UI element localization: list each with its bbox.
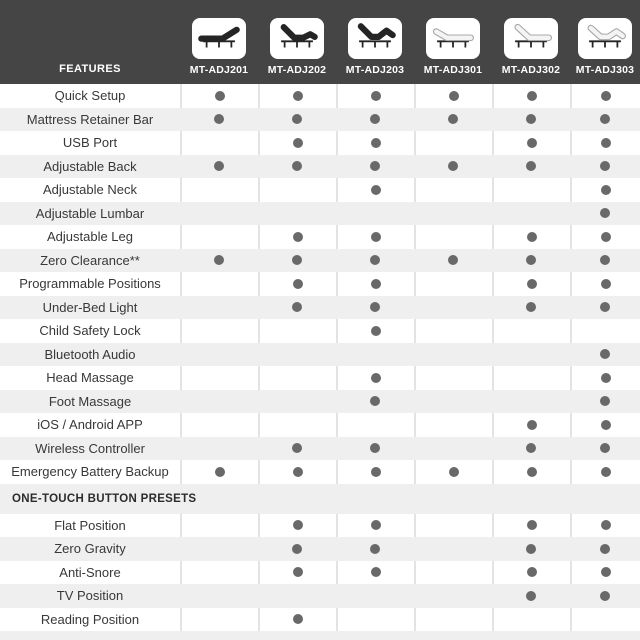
included-dot-icon <box>371 232 381 242</box>
feature-value-cell <box>414 537 492 561</box>
feature-name-cell: Programmable Positions <box>19 276 161 292</box>
chart-header <box>0 0 640 84</box>
table-row <box>0 584 640 608</box>
feature-value-cell <box>492 296 570 320</box>
feature-name-cell: Under-Bed Light <box>42 299 138 315</box>
feature-value-cell <box>258 108 336 132</box>
model-image-tile <box>426 18 480 59</box>
included-dot-icon <box>214 114 224 124</box>
table-row <box>0 413 640 437</box>
included-dot-icon <box>601 138 611 148</box>
feature-value-cell <box>492 608 570 632</box>
feature-value-cell <box>336 608 414 632</box>
table-row <box>0 84 640 108</box>
table-row <box>0 460 640 484</box>
feature-value-cell <box>180 202 258 226</box>
feature-value-cell <box>180 155 258 179</box>
feature-value-cell <box>570 343 640 367</box>
included-dot-icon <box>371 520 381 530</box>
feature-value-cell <box>336 272 414 296</box>
feature-value-cell <box>336 84 414 108</box>
feature-value-cell <box>570 537 640 561</box>
included-dot-icon <box>292 302 302 312</box>
feature-value-cell <box>180 131 258 155</box>
feature-value-cell <box>336 178 414 202</box>
feature-value-cell <box>492 537 570 561</box>
feature-value-cell <box>492 514 570 538</box>
feature-name-cell: Quick Setup <box>54 88 126 104</box>
included-dot-icon <box>293 279 303 289</box>
feature-value-cell <box>492 272 570 296</box>
feature-value-cell <box>570 84 640 108</box>
feature-value-cell <box>492 390 570 414</box>
feature-value-cell <box>492 437 570 461</box>
feature-value-cell <box>180 319 258 343</box>
bed-light-gentle-icon <box>430 20 476 57</box>
feature-value-cell <box>492 249 570 273</box>
feature-value-cell <box>180 537 258 561</box>
feature-value-cell <box>336 202 414 226</box>
model-column-mt-adj202 <box>258 0 336 84</box>
feature-value-cell <box>180 514 258 538</box>
feature-name-cell: Adjustable Back <box>43 158 137 174</box>
feature-name-cell: Adjustable Leg <box>46 229 133 245</box>
feature-value-cell <box>258 608 336 632</box>
feature-value-cell <box>414 131 492 155</box>
included-dot-icon <box>448 114 458 124</box>
feature-value-cell <box>336 460 414 484</box>
included-dot-icon <box>601 373 611 383</box>
included-dot-icon <box>601 91 611 101</box>
feature-value-cell <box>258 437 336 461</box>
feature-name-cell: Mattress Retainer Bar <box>26 111 154 127</box>
feature-table <box>0 84 640 640</box>
included-dot-icon <box>370 255 380 265</box>
included-dot-icon <box>292 161 302 171</box>
table-row <box>0 202 640 226</box>
model-image-tile <box>348 18 402 59</box>
feature-value-cell <box>336 131 414 155</box>
model-name-label: MT-ADJ203 <box>345 64 405 76</box>
model-column-mt-adj302 <box>492 0 570 84</box>
included-dot-icon <box>293 138 303 148</box>
included-dot-icon <box>601 232 611 242</box>
table-row <box>0 561 640 585</box>
included-dot-icon <box>371 567 381 577</box>
included-dot-icon <box>214 161 224 171</box>
feature-value-cell <box>414 584 492 608</box>
feature-value-cell <box>258 460 336 484</box>
feature-value-cell <box>180 178 258 202</box>
feature-value-cell <box>414 319 492 343</box>
included-dot-icon <box>292 443 302 453</box>
model-image-tile <box>270 18 324 59</box>
table-row <box>0 296 640 320</box>
included-dot-icon <box>600 349 610 359</box>
model-name-label: MT-ADJ301 <box>423 64 483 76</box>
included-dot-icon <box>371 373 381 383</box>
feature-value-cell <box>570 108 640 132</box>
feature-value-cell <box>414 155 492 179</box>
feature-value-cell <box>492 202 570 226</box>
included-dot-icon <box>370 544 380 554</box>
table-row <box>0 390 640 414</box>
feature-value-cell <box>180 272 258 296</box>
feature-value-cell <box>492 108 570 132</box>
feature-value-cell <box>336 155 414 179</box>
feature-value-cell <box>414 249 492 273</box>
model-name-label: MT-ADJ202 <box>267 64 327 76</box>
feature-name-cell: Adjustable Lumbar <box>35 205 145 221</box>
included-dot-icon <box>601 567 611 577</box>
feature-value-cell <box>570 155 640 179</box>
feature-value-cell <box>570 584 640 608</box>
feature-value-cell <box>336 319 414 343</box>
features-header-cell <box>0 0 180 84</box>
feature-value-cell <box>180 84 258 108</box>
included-dot-icon <box>293 520 303 530</box>
included-dot-icon <box>527 567 537 577</box>
feature-value-cell <box>258 537 336 561</box>
feature-value-cell <box>414 561 492 585</box>
table-row <box>0 178 640 202</box>
included-dot-icon <box>449 467 459 477</box>
feature-value-cell <box>570 437 640 461</box>
model-column-mt-adj303 <box>570 0 640 84</box>
feature-value-cell <box>180 366 258 390</box>
feature-value-cell <box>570 366 640 390</box>
bottom-filler <box>0 631 640 640</box>
section-header-label: ONE-TOUCH BUTTON PRESETS <box>12 492 197 505</box>
feature-value-cell <box>336 366 414 390</box>
feature-name-cell: Flat Position <box>54 517 126 533</box>
model-column-mt-adj201 <box>180 0 258 84</box>
feature-value-cell <box>492 343 570 367</box>
feature-name-cell: Wireless Controller <box>35 440 145 456</box>
feature-name-cell: Anti-Snore <box>59 564 121 580</box>
included-dot-icon <box>601 467 611 477</box>
feature-value-cell <box>180 225 258 249</box>
included-dot-icon <box>601 279 611 289</box>
included-dot-icon <box>370 396 380 406</box>
included-dot-icon <box>293 91 303 101</box>
included-dot-icon <box>600 302 610 312</box>
section-header <box>0 484 640 514</box>
feature-value-cell <box>570 178 640 202</box>
included-dot-icon <box>600 114 610 124</box>
included-dot-icon <box>600 443 610 453</box>
included-dot-icon <box>527 91 537 101</box>
model-name-label: MT-ADJ302 <box>501 64 561 76</box>
feature-name-cell: Bluetooth Audio <box>44 346 136 362</box>
feature-value-cell <box>180 108 258 132</box>
included-dot-icon <box>370 302 380 312</box>
included-dot-icon <box>448 255 458 265</box>
feature-value-cell <box>258 178 336 202</box>
model-name-label: MT-ADJ201 <box>189 64 249 76</box>
included-dot-icon <box>526 544 536 554</box>
feature-value-cell <box>258 84 336 108</box>
feature-value-cell <box>336 108 414 132</box>
model-image-tile <box>578 18 632 59</box>
feature-name-cell: Zero Clearance** <box>40 252 140 268</box>
table-row <box>0 608 640 632</box>
feature-value-cell <box>180 584 258 608</box>
feature-value-cell <box>258 366 336 390</box>
model-column-mt-adj301 <box>414 0 492 84</box>
feature-value-cell <box>336 537 414 561</box>
included-dot-icon <box>600 396 610 406</box>
included-dot-icon <box>526 255 536 265</box>
included-dot-icon <box>293 567 303 577</box>
feature-value-cell <box>492 584 570 608</box>
feature-value-cell <box>336 584 414 608</box>
included-dot-icon <box>293 614 303 624</box>
included-dot-icon <box>601 520 611 530</box>
table-row <box>0 343 640 367</box>
feature-value-cell <box>414 460 492 484</box>
feature-value-cell <box>570 272 640 296</box>
feature-value-cell <box>414 390 492 414</box>
feature-name-cell: Zero Gravity <box>54 541 126 557</box>
included-dot-icon <box>370 161 380 171</box>
model-image-tile <box>192 18 246 59</box>
included-dot-icon <box>292 255 302 265</box>
feature-value-cell <box>180 561 258 585</box>
feature-value-cell <box>258 390 336 414</box>
feature-value-cell <box>258 296 336 320</box>
feature-value-cell <box>336 249 414 273</box>
feature-value-cell <box>336 296 414 320</box>
table-row <box>0 514 640 538</box>
included-dot-icon <box>371 91 381 101</box>
table-row <box>0 366 640 390</box>
feature-value-cell <box>570 296 640 320</box>
feature-value-cell <box>414 225 492 249</box>
included-dot-icon <box>292 544 302 554</box>
feature-value-cell <box>414 343 492 367</box>
feature-name-cell: Adjustable Neck <box>43 182 137 198</box>
feature-value-cell <box>336 437 414 461</box>
included-dot-icon <box>371 326 381 336</box>
feature-value-cell <box>258 584 336 608</box>
included-dot-icon <box>215 91 225 101</box>
feature-value-cell <box>258 202 336 226</box>
feature-value-cell <box>336 390 414 414</box>
feature-value-cell <box>414 202 492 226</box>
feature-value-cell <box>414 608 492 632</box>
feature-value-cell <box>414 366 492 390</box>
feature-value-cell <box>492 460 570 484</box>
feature-name-cell: Foot Massage <box>48 393 132 409</box>
table-row <box>0 537 640 561</box>
included-dot-icon <box>527 467 537 477</box>
feature-value-cell <box>258 131 336 155</box>
feature-value-cell <box>570 202 640 226</box>
feature-value-cell <box>570 460 640 484</box>
included-dot-icon <box>601 420 611 430</box>
feature-value-cell <box>414 514 492 538</box>
included-dot-icon <box>527 420 537 430</box>
feature-value-cell <box>570 319 640 343</box>
feature-value-cell <box>570 131 640 155</box>
feature-value-cell <box>258 561 336 585</box>
feature-value-cell <box>336 225 414 249</box>
included-dot-icon <box>371 467 381 477</box>
included-dot-icon <box>527 138 537 148</box>
feature-value-cell <box>414 437 492 461</box>
feature-value-cell <box>492 178 570 202</box>
model-column-mt-adj203 <box>336 0 414 84</box>
included-dot-icon <box>600 208 610 218</box>
table-row <box>0 108 640 132</box>
feature-value-cell <box>258 319 336 343</box>
feature-value-cell <box>258 272 336 296</box>
feature-value-cell <box>258 225 336 249</box>
included-dot-icon <box>527 232 537 242</box>
included-dot-icon <box>526 302 536 312</box>
table-row <box>0 272 640 296</box>
feature-name-cell: TV Position <box>56 588 124 604</box>
feature-value-cell <box>336 343 414 367</box>
bed-dark-gentle-icon <box>196 20 242 57</box>
bed-dark-raised-icon <box>274 20 320 57</box>
table-row <box>0 225 640 249</box>
included-dot-icon <box>370 443 380 453</box>
feature-value-cell <box>414 413 492 437</box>
feature-value-cell <box>180 437 258 461</box>
included-dot-icon <box>293 232 303 242</box>
feature-value-cell <box>180 413 258 437</box>
feature-value-cell <box>492 131 570 155</box>
feature-value-cell <box>180 608 258 632</box>
included-dot-icon <box>214 255 224 265</box>
feature-value-cell <box>414 272 492 296</box>
feature-value-cell <box>180 296 258 320</box>
included-dot-icon <box>293 467 303 477</box>
included-dot-icon <box>371 185 381 195</box>
feature-value-cell <box>258 249 336 273</box>
feature-value-cell <box>258 413 336 437</box>
bed-light-dual-icon <box>582 20 628 57</box>
feature-value-cell <box>492 561 570 585</box>
feature-value-cell <box>492 319 570 343</box>
feature-name-cell: USB Port <box>62 135 118 151</box>
feature-name-cell: iOS / Android APP <box>37 417 143 433</box>
feature-name-cell: Child Safety Lock <box>39 323 141 339</box>
included-dot-icon <box>526 591 536 601</box>
feature-value-cell <box>570 561 640 585</box>
included-dot-icon <box>292 114 302 124</box>
model-image-tile <box>504 18 558 59</box>
feature-value-cell <box>492 84 570 108</box>
feature-value-cell <box>258 155 336 179</box>
included-dot-icon <box>526 443 536 453</box>
included-dot-icon <box>215 467 225 477</box>
included-dot-icon <box>371 138 381 148</box>
included-dot-icon <box>448 161 458 171</box>
included-dot-icon <box>526 161 536 171</box>
feature-value-cell <box>258 343 336 367</box>
included-dot-icon <box>527 520 537 530</box>
included-dot-icon <box>600 544 610 554</box>
included-dot-icon <box>601 185 611 195</box>
feature-value-cell <box>180 343 258 367</box>
included-dot-icon <box>370 114 380 124</box>
feature-value-cell <box>336 514 414 538</box>
feature-value-cell <box>336 413 414 437</box>
feature-value-cell <box>492 366 570 390</box>
feature-value-cell <box>414 108 492 132</box>
included-dot-icon <box>527 279 537 289</box>
feature-value-cell <box>336 561 414 585</box>
included-dot-icon <box>600 161 610 171</box>
table-row <box>0 437 640 461</box>
features-label: FEATURES <box>59 63 121 75</box>
feature-value-cell <box>570 514 640 538</box>
table-row <box>0 155 640 179</box>
feature-value-cell <box>414 84 492 108</box>
feature-value-cell <box>570 413 640 437</box>
feature-value-cell <box>570 390 640 414</box>
feature-value-cell <box>570 249 640 273</box>
included-dot-icon <box>600 591 610 601</box>
feature-value-cell <box>180 249 258 273</box>
feature-value-cell <box>180 460 258 484</box>
feature-value-cell <box>492 155 570 179</box>
bed-dark-dual-icon <box>352 20 398 57</box>
feature-value-cell <box>570 608 640 632</box>
included-dot-icon <box>371 279 381 289</box>
table-row <box>0 131 640 155</box>
table-row <box>0 249 640 273</box>
included-dot-icon <box>449 91 459 101</box>
feature-value-cell <box>180 390 258 414</box>
feature-value-cell <box>258 514 336 538</box>
feature-value-cell <box>570 225 640 249</box>
feature-name-cell: Reading Position <box>40 611 140 627</box>
included-dot-icon <box>526 114 536 124</box>
bed-light-raised-icon <box>508 20 554 57</box>
feature-name-cell: Head Massage <box>46 370 134 386</box>
feature-value-cell <box>492 413 570 437</box>
feature-value-cell <box>414 296 492 320</box>
feature-value-cell <box>492 225 570 249</box>
feature-name-cell: Emergency Battery Backup <box>11 464 169 480</box>
model-name-label: MT-ADJ303 <box>575 64 635 76</box>
feature-value-cell <box>414 178 492 202</box>
included-dot-icon <box>600 255 610 265</box>
table-row <box>0 319 640 343</box>
